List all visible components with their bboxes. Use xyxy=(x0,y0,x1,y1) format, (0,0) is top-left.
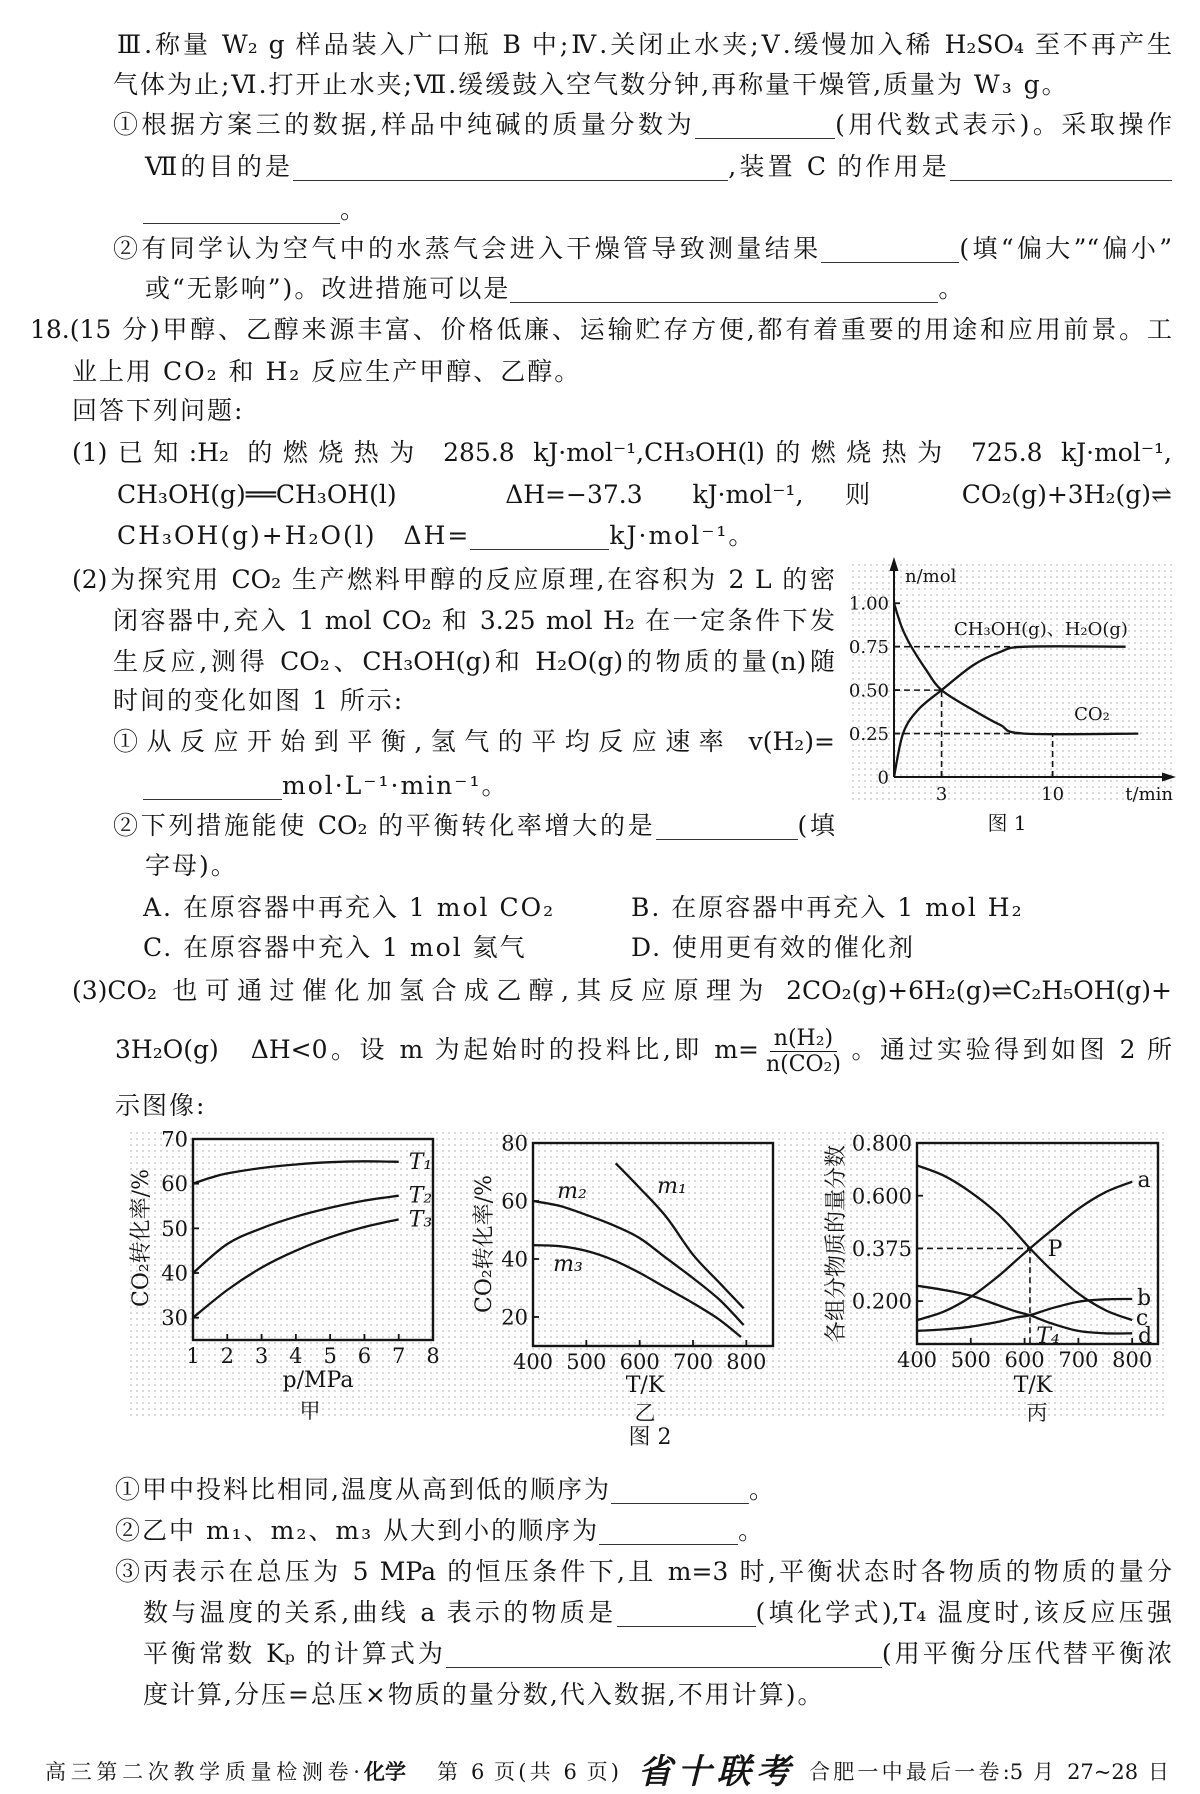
footer-brand-logo: 省十联考 xyxy=(638,1752,790,1792)
x-tick-label: 700 xyxy=(1058,1348,1099,1372)
panel-label: 甲 xyxy=(299,1399,321,1423)
question-text: mol·L⁻¹·min⁻¹。 xyxy=(282,771,509,800)
x-tick-label: 4 xyxy=(289,1344,303,1368)
question-text: ①根据方案三的数据,样品中纯碱的质量分数为 xyxy=(113,110,696,139)
series-label: CH₃OH(g)、H₂O(g) xyxy=(954,619,1128,640)
answer-blank xyxy=(510,278,938,303)
q18-part2-line: (2)为探究用 CO₂ 生产燃料甲醇的反应原理,在容积为 2 L 的密 xyxy=(72,565,835,594)
answer-blank xyxy=(656,815,798,840)
figure-1-panel xyxy=(850,562,1173,802)
q18-part3-line: 示图像: xyxy=(115,1091,207,1120)
panel-label: 丙 xyxy=(1026,1401,1048,1425)
series-label: m₂ xyxy=(557,1179,587,1204)
q18-part3-line: (3)CO₂ 也可通过催化加氢合成乙醇,其反应原理为 2CO₂(g)+6H₂(g)⇌C₂H₅OH(g)+ xyxy=(72,976,1172,1005)
panel-label: 乙 xyxy=(634,1401,656,1425)
q18-intro: 18.(15 分)甲醇、乙醇来源丰富、价格低廉、运输贮存方便,都有着重要的用途和应用前景。工 xyxy=(30,315,1172,344)
question-text: ②有同学认为空气中的水蒸气会进入干燥管导致测量结果 xyxy=(113,234,822,263)
series-label: b xyxy=(1136,1286,1152,1311)
q17-subquestion-2-cont xyxy=(145,272,965,306)
answer-blank xyxy=(143,775,282,800)
q18-part3-subquestion-3: ③丙表示在总压为 5 MPa 的恒压条件下,且 m=3 时,平衡状态时各物质的物质的量分 xyxy=(115,1557,1172,1586)
answer-blank xyxy=(617,1602,756,1627)
y-tick-label: 0.375 xyxy=(851,1236,912,1261)
fraction-denominator: n(CO₂) xyxy=(765,1052,841,1077)
question-text: (填 xyxy=(797,811,835,840)
q17-subquestion-1-cont xyxy=(145,150,1172,184)
question-text: 。通过实验得到如图 2 所 xyxy=(847,1035,1172,1064)
series-label: c xyxy=(1135,1306,1149,1331)
q18-part1-line: CH₃OH(g)══CH₃OH(l) ΔH=−37.3 kJ·mol⁻¹,则 CO₂(g)+3H₂(g)⇌ xyxy=(117,480,1172,509)
x-tick-label: 10 xyxy=(1041,784,1065,805)
x-axis-title: p/MPa xyxy=(282,1368,354,1393)
q18-prompt: 回答下列问题: xyxy=(72,396,245,425)
procedure-line: 气体为止;Ⅵ.打开止水夹;Ⅶ.缓缓鼓入空气数分钟,再称量干燥管,质量为 W₃ g。 xyxy=(113,70,1069,99)
answer-blank xyxy=(950,156,1172,181)
question-text: 3H₂O(g) ΔH<0。设 m 为起始时的投料比,即 m= xyxy=(115,1035,759,1064)
x-tick-label: 2 xyxy=(220,1344,234,1368)
x-tick-label: 800 xyxy=(1112,1348,1153,1372)
y-tick-label: 70 xyxy=(161,1127,188,1152)
answer-blank xyxy=(611,1479,749,1504)
q18-intro-cont: 业上用 CO₂ 和 H₂ 反应生产甲醇、乙醇。 xyxy=(72,357,582,386)
q18-part2-line: 闭容器中,充入 1 mol CO₂ 和 3.25 mol H₂ 在一定条件下发 xyxy=(113,606,835,635)
figure-caption: 图 1 xyxy=(987,811,1027,835)
figure-2-panel xyxy=(128,1127,1165,1420)
option-b: B. 在原容器中再充入 1 mol H₂ xyxy=(631,893,1024,922)
series-label: d xyxy=(1137,1324,1153,1349)
feed-ratio-fraction xyxy=(762,1026,845,1077)
y-tick-label: 50 xyxy=(161,1216,188,1241)
x-tick-label: 400 xyxy=(896,1348,938,1372)
question-text: (用代数式表示)。采取操作 xyxy=(835,110,1172,139)
x-tick-label: 3 xyxy=(254,1344,269,1368)
y-tick-label: 30 xyxy=(161,1306,188,1331)
question-text: (填“偏大”“偏小” xyxy=(959,234,1172,263)
x-tick-label: 500 xyxy=(566,1350,607,1374)
figure-2-caption: 图 2 xyxy=(628,1425,672,1450)
answer-blank xyxy=(695,114,835,139)
series-label: CO₂ xyxy=(1074,704,1110,725)
y-tick-label: 1.00 xyxy=(848,593,889,615)
q17-subquestion-1 xyxy=(113,108,1172,142)
x-axis-title: t/min xyxy=(1125,784,1173,805)
series-label: T₃ xyxy=(408,1207,433,1233)
procedure-line: Ⅲ.称量 W₂ g 样品装入广口瓶 B 中;Ⅳ.关闭止水夹;Ⅴ.缓慢加入稀 H₂SO₄ 至不再产生 xyxy=(117,30,1172,59)
q18-part3-line xyxy=(115,1026,1172,1077)
x-tick-label: 6 xyxy=(357,1344,372,1368)
x-tick-label: 5 xyxy=(323,1344,337,1368)
question-text: CH₃OH(g)+H₂O(l) ΔH= xyxy=(117,521,471,550)
option-d: D. 使用更有效的催化剂 xyxy=(631,933,916,962)
q18-part2-line: 时间的变化如图 1 所示: xyxy=(113,686,405,715)
y-tick-label: 0.75 xyxy=(848,637,889,659)
y-tick-label: 0 xyxy=(877,767,889,789)
fraction-numerator: n(H₂) xyxy=(770,1026,837,1052)
y-tick-label: 0.800 xyxy=(851,1131,912,1156)
question-text: 。 xyxy=(748,1475,776,1504)
footer-subject: 化学 xyxy=(364,1759,406,1784)
question-text: ①甲中投料比相同,温度从高到低的顺序为 xyxy=(115,1475,611,1504)
series-label: a xyxy=(1137,1168,1151,1193)
y-axis-title: n/mol xyxy=(905,566,957,587)
x-tick-label: 600 xyxy=(1004,1348,1045,1372)
option-c: C. 在原容器中充入 1 mol 氦气 xyxy=(143,933,527,962)
y-tick-label: 40 xyxy=(501,1247,528,1272)
y-axis-title: CO₂转化率/% xyxy=(472,1174,497,1314)
y-tick-label: 20 xyxy=(501,1305,528,1330)
x-tick-label: 800 xyxy=(726,1350,767,1374)
x-tick-label: 7 xyxy=(392,1344,406,1368)
question-text: 数与温度的关系,曲线 a 表示的物质是 xyxy=(143,1598,617,1627)
x-tick-label: 600 xyxy=(619,1350,660,1374)
option-a: A. 在原容器中再充入 1 mol CO₂ xyxy=(143,893,556,922)
x-axis-title: T/K xyxy=(1013,1373,1053,1398)
x-tick-label: 700 xyxy=(672,1350,714,1374)
question-text: 。 xyxy=(738,1516,766,1545)
annotation-label: P xyxy=(1047,1237,1063,1262)
footer-edition: 合肥一中最后一卷:5 月 27~28 日 xyxy=(809,1760,1169,1784)
y-tick-label: 0.600 xyxy=(851,1184,912,1209)
y-tick-label: 40 xyxy=(161,1261,188,1286)
q18-part3-subquestion-3-cont xyxy=(143,1637,1172,1671)
x-tick-label: 500 xyxy=(950,1348,991,1372)
q17-subquestion-2 xyxy=(113,232,1172,266)
footer-exam-name: 高三第二次教学质量检测卷· xyxy=(45,1760,360,1784)
question-text: ②下列措施能使 CO₂ 的平衡转化率增大的是 xyxy=(113,811,656,840)
q18-part2-subquestion-2 xyxy=(113,809,835,843)
question-text: 平衡常数 Kₚ 的计算式为 xyxy=(143,1639,446,1668)
series-label: m₃ xyxy=(553,1252,583,1277)
y-axis-title: 各组分物质的量分数 xyxy=(824,1144,849,1344)
answer-blank xyxy=(143,199,340,224)
answer-blank xyxy=(470,525,609,550)
answer-blank xyxy=(446,1643,882,1668)
question-text: 。 xyxy=(340,195,368,224)
footer-page-number: 第 6 页(共 6 页) xyxy=(437,1760,619,1784)
question-text: kJ·mol⁻¹。 xyxy=(609,521,756,550)
y-tick-label: 80 xyxy=(501,1131,528,1156)
q18-part3-subquestion-3-cont: 度计算,分压=总压×物质的量分数,代入数据,不用计算)。 xyxy=(143,1680,825,1709)
x-tick-label: 1 xyxy=(186,1344,200,1368)
q18-part3-subquestion-3-cont xyxy=(143,1596,1172,1630)
answer-blank xyxy=(599,1520,738,1545)
y-tick-label: 0.25 xyxy=(848,724,889,746)
question-text: (用平衡分压代替平衡浓 xyxy=(881,1639,1172,1668)
question-text: 或“无影响”)。改进措施可以是 xyxy=(145,274,511,303)
series-label: m₁ xyxy=(657,1174,687,1199)
q18-part2-line: 生反应,测得 CO₂、CH₃OH(g)和 H₂O(g)的物质的量(n)随 xyxy=(113,647,835,676)
question-text: 。 xyxy=(938,274,966,303)
series-label: T₂ xyxy=(408,1183,433,1209)
y-tick-label: 0.200 xyxy=(851,1289,912,1314)
answer-blank xyxy=(821,238,959,263)
q18-part2-subquestion-2-cont: 字母)。 xyxy=(145,851,238,880)
q18-part2-subquestion-1: ①从反应开始到平衡,氢气的平均反应速率 v(H₂)= xyxy=(113,727,835,756)
question-text: Ⅶ的目的是 xyxy=(145,152,294,181)
q18-part2-subquestion-1-cont xyxy=(143,769,509,803)
annotation-label: T₄ xyxy=(1036,1324,1060,1349)
x-tick-label: 400 xyxy=(512,1350,554,1374)
question-text: ②乙中 m₁、m₂、m₃ 从大到小的顺序为 xyxy=(115,1516,600,1545)
q17-subquestion-1-end xyxy=(143,193,367,227)
q18-part1-line xyxy=(117,519,755,553)
q18-part1-line: (1)已知:H₂ 的燃烧热为 285.8 kJ·mol⁻¹,CH₃OH(l)的燃烧热为 725.8 kJ·mol⁻¹, xyxy=(72,438,1172,467)
x-axis-title: T/K xyxy=(625,1373,665,1398)
y-tick-label: 60 xyxy=(161,1172,188,1197)
y-tick-label: 0.50 xyxy=(848,680,889,702)
question-text: (填化学式),T₄ 温度时,该反应压强 xyxy=(755,1598,1173,1627)
x-tick-label: 8 xyxy=(426,1344,440,1368)
question-text: ,装置 C 的作用是 xyxy=(728,152,950,181)
y-tick-label: 60 xyxy=(501,1189,528,1214)
q18-part3-subquestion-2 xyxy=(115,1514,765,1548)
series-label: T₁ xyxy=(408,1149,433,1175)
answer-blank xyxy=(293,156,728,181)
x-tick-label: 3 xyxy=(935,784,948,805)
q18-part3-subquestion-1 xyxy=(115,1473,776,1507)
y-axis-title: CO₂转化率/% xyxy=(129,1168,154,1308)
